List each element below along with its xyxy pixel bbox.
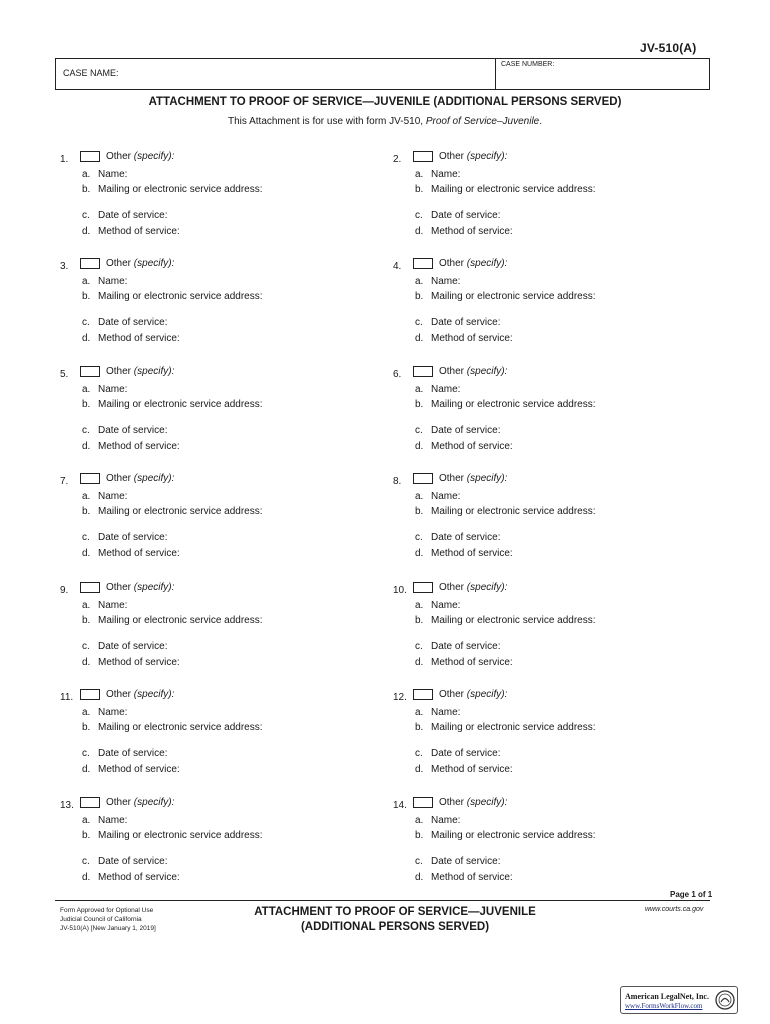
other-checkbox[interactable] bbox=[413, 473, 433, 484]
logo-url-link[interactable]: www.FormsWorkFlow.com bbox=[625, 1002, 703, 1010]
entry-number: 3. bbox=[60, 261, 69, 272]
service-entry bbox=[60, 689, 360, 789]
item-label: Date of service: bbox=[431, 748, 501, 759]
item-letter: a. bbox=[82, 276, 91, 287]
item-letter: c. bbox=[82, 317, 90, 328]
service-entry bbox=[393, 366, 693, 466]
date-of-service-field[interactable] bbox=[415, 425, 500, 436]
entry-number: 10. bbox=[393, 585, 407, 596]
date-of-service-field[interactable] bbox=[82, 425, 167, 436]
case-divider bbox=[495, 59, 496, 89]
item-label: Name: bbox=[98, 815, 128, 826]
item-label: Method of service: bbox=[98, 872, 180, 883]
service-entry bbox=[393, 689, 693, 789]
item-letter: a. bbox=[415, 707, 424, 718]
service-entry bbox=[393, 151, 693, 251]
vendor-logo[interactable] bbox=[620, 986, 738, 1014]
footer-divider bbox=[55, 900, 710, 901]
item-letter: a. bbox=[82, 815, 91, 826]
item-label: Mailing or electronic service address: bbox=[98, 722, 263, 733]
entry-number: 13. bbox=[60, 800, 74, 811]
other-specify-field[interactable] bbox=[106, 473, 174, 484]
other-label: Other bbox=[106, 366, 134, 377]
item-label: Mailing or electronic service address: bbox=[98, 615, 263, 626]
item-letter: a. bbox=[82, 491, 91, 502]
name-field[interactable] bbox=[415, 815, 460, 826]
other-label: Other bbox=[439, 258, 467, 269]
other-specify-field[interactable] bbox=[439, 366, 507, 377]
item-letter: b. bbox=[82, 615, 91, 626]
item-letter: b. bbox=[82, 291, 91, 302]
name-field[interactable] bbox=[82, 707, 127, 718]
entry-number: 2. bbox=[393, 154, 402, 165]
subtitle-form-name: Proof of Service–Juvenile bbox=[425, 116, 540, 127]
date-of-service-field[interactable] bbox=[415, 317, 500, 328]
other-label: Other bbox=[439, 797, 467, 808]
item-letter: b. bbox=[82, 399, 91, 410]
service-entry bbox=[393, 797, 693, 897]
other-checkbox[interactable] bbox=[413, 258, 433, 269]
item-label: Name: bbox=[431, 600, 461, 611]
item-label: Mailing or electronic service address: bbox=[98, 506, 263, 517]
address-field[interactable] bbox=[415, 184, 596, 195]
method-of-service-field[interactable] bbox=[415, 872, 513, 883]
date-of-service-field[interactable] bbox=[82, 748, 167, 759]
item-label: Date of service: bbox=[98, 532, 168, 543]
item-letter: a. bbox=[415, 169, 424, 180]
item-letter: d. bbox=[415, 548, 424, 559]
specify-label: (specify): bbox=[133, 151, 175, 162]
address-field[interactable] bbox=[82, 615, 263, 626]
item-label: Mailing or electronic service address: bbox=[98, 184, 263, 195]
item-letter: a. bbox=[82, 169, 91, 180]
specify-label: (specify): bbox=[133, 366, 175, 377]
other-specify-field[interactable] bbox=[106, 258, 174, 269]
form-id: JV-510(A) bbox=[640, 41, 697, 55]
method-of-service-field[interactable] bbox=[415, 548, 513, 559]
specify-label: (specify): bbox=[466, 797, 508, 808]
date-of-service-field[interactable] bbox=[82, 210, 167, 221]
item-label: Method of service: bbox=[431, 226, 513, 237]
other-checkbox[interactable] bbox=[80, 689, 100, 700]
other-label: Other bbox=[106, 258, 134, 269]
item-label: Name: bbox=[98, 169, 128, 180]
specify-label: (specify): bbox=[133, 258, 175, 269]
item-label: Name: bbox=[431, 707, 461, 718]
other-checkbox[interactable] bbox=[80, 473, 100, 484]
item-label: Mailing or electronic service address: bbox=[431, 506, 596, 517]
method-of-service-field[interactable] bbox=[415, 441, 513, 452]
item-label: Date of service: bbox=[98, 210, 168, 221]
other-checkbox[interactable] bbox=[413, 151, 433, 162]
footer-title-line2: (ADDITIONAL PERSONS SERVED) bbox=[300, 921, 490, 933]
item-label: Mailing or electronic service address: bbox=[98, 291, 263, 302]
service-entry bbox=[393, 258, 693, 358]
item-label: Date of service: bbox=[431, 641, 501, 652]
form-subtitle bbox=[0, 116, 770, 127]
item-letter: c. bbox=[82, 748, 90, 759]
other-checkbox[interactable] bbox=[413, 797, 433, 808]
item-label: Name: bbox=[431, 169, 461, 180]
other-specify-field[interactable] bbox=[106, 689, 174, 700]
item-letter: c. bbox=[82, 641, 90, 652]
other-checkbox[interactable] bbox=[80, 258, 100, 269]
name-field[interactable] bbox=[82, 491, 127, 502]
item-letter: a. bbox=[415, 600, 424, 611]
item-letter: d. bbox=[415, 764, 424, 775]
footer-title-line1: ATTACHMENT TO PROOF OF SERVICE—JUVENILE bbox=[254, 906, 536, 918]
name-field[interactable] bbox=[82, 169, 127, 180]
entry-number: 6. bbox=[393, 369, 402, 380]
item-letter: d. bbox=[415, 441, 424, 452]
other-specify-field[interactable] bbox=[106, 582, 174, 593]
item-label: Method of service: bbox=[98, 226, 180, 237]
date-of-service-field[interactable] bbox=[415, 532, 500, 543]
other-checkbox[interactable] bbox=[80, 151, 100, 162]
other-checkbox[interactable] bbox=[413, 689, 433, 700]
item-label: Mailing or electronic service address: bbox=[431, 722, 596, 733]
item-letter: a. bbox=[82, 707, 91, 718]
item-label: Name: bbox=[98, 491, 128, 502]
item-letter: d. bbox=[82, 226, 91, 237]
other-specify-field[interactable] bbox=[439, 797, 507, 808]
item-letter: b. bbox=[415, 722, 424, 733]
method-of-service-field[interactable] bbox=[415, 764, 513, 775]
entry-number: 12. bbox=[393, 692, 407, 703]
specify-label: (specify): bbox=[133, 473, 175, 484]
item-letter: d. bbox=[82, 657, 91, 668]
footer-line-revision: JV-510(A) [New January 1, 2019] bbox=[60, 925, 156, 932]
subtitle-prefix: This Attachment is for use with form JV-510, bbox=[227, 116, 426, 127]
item-label: Date of service: bbox=[431, 317, 501, 328]
item-letter: c. bbox=[415, 425, 423, 436]
specify-label: (specify): bbox=[466, 582, 508, 593]
form-title: ATTACHMENT TO PROOF OF SERVICE—JUVENILE (ADDITIONAL PERSONS SERVED) bbox=[148, 96, 622, 108]
address-field[interactable] bbox=[415, 399, 596, 410]
method-of-service-field[interactable] bbox=[82, 548, 180, 559]
item-label: Method of service: bbox=[431, 657, 513, 668]
date-of-service-field[interactable] bbox=[415, 210, 500, 221]
item-letter: d. bbox=[82, 764, 91, 775]
address-field[interactable] bbox=[82, 506, 263, 517]
item-letter: c. bbox=[415, 641, 423, 652]
item-label: Method of service: bbox=[98, 333, 180, 344]
service-entry bbox=[60, 366, 360, 466]
item-label: Name: bbox=[98, 276, 128, 287]
seal-icon bbox=[715, 990, 735, 1010]
name-field[interactable] bbox=[415, 491, 460, 502]
specify-label: (specify): bbox=[133, 582, 175, 593]
name-field[interactable] bbox=[415, 707, 460, 718]
date-of-service-field[interactable] bbox=[415, 748, 500, 759]
other-specify-field[interactable] bbox=[439, 151, 507, 162]
item-letter: c. bbox=[82, 425, 90, 436]
method-of-service-field[interactable] bbox=[82, 226, 180, 237]
other-specify-field[interactable] bbox=[106, 151, 174, 162]
item-letter: c. bbox=[82, 856, 90, 867]
page-number: Page 1 of 1 bbox=[670, 890, 713, 899]
date-of-service-field[interactable] bbox=[415, 856, 500, 867]
address-field[interactable] bbox=[82, 830, 263, 841]
other-specify-field[interactable] bbox=[439, 582, 507, 593]
other-label: Other bbox=[106, 797, 134, 808]
specify-label: (specify): bbox=[133, 689, 175, 700]
service-entry bbox=[393, 582, 693, 682]
other-specify-field[interactable] bbox=[439, 473, 507, 484]
item-letter: a. bbox=[415, 815, 424, 826]
item-label: Date of service: bbox=[98, 748, 168, 759]
footer-line-council: Judicial Council of California bbox=[60, 916, 142, 923]
footer-title bbox=[200, 905, 590, 935]
name-field[interactable] bbox=[415, 384, 460, 395]
method-of-service-field[interactable] bbox=[415, 657, 513, 668]
item-label: Date of service: bbox=[98, 641, 168, 652]
item-letter: d. bbox=[82, 441, 91, 452]
item-letter: b. bbox=[82, 830, 91, 841]
item-letter: a. bbox=[415, 491, 424, 502]
item-letter: b. bbox=[415, 830, 424, 841]
other-label: Other bbox=[439, 689, 467, 700]
date-of-service-field[interactable] bbox=[82, 641, 167, 652]
other-specify-field[interactable] bbox=[106, 366, 174, 377]
item-letter: b. bbox=[415, 399, 424, 410]
method-of-service-field[interactable] bbox=[82, 764, 180, 775]
item-label: Mailing or electronic service address: bbox=[98, 830, 263, 841]
address-field[interactable] bbox=[415, 722, 596, 733]
item-letter: c. bbox=[82, 532, 90, 543]
specify-label: (specify): bbox=[466, 258, 508, 269]
service-entry bbox=[60, 151, 360, 251]
item-label: Mailing or electronic service address: bbox=[98, 399, 263, 410]
case-name-field[interactable]: CASE NAME: bbox=[63, 68, 119, 78]
date-of-service-field[interactable] bbox=[82, 856, 167, 867]
item-label: Name: bbox=[431, 276, 461, 287]
item-label: Date of service: bbox=[98, 856, 168, 867]
method-of-service-field[interactable] bbox=[82, 333, 180, 344]
item-label: Mailing or electronic service address: bbox=[431, 399, 596, 410]
item-letter: b. bbox=[415, 615, 424, 626]
item-label: Method of service: bbox=[98, 657, 180, 668]
date-of-service-field[interactable] bbox=[415, 641, 500, 652]
item-letter: d. bbox=[415, 226, 424, 237]
other-checkbox[interactable] bbox=[80, 582, 100, 593]
specify-label: (specify): bbox=[466, 151, 508, 162]
entry-number: 14. bbox=[393, 800, 407, 811]
item-label: Date of service: bbox=[431, 532, 501, 543]
other-label: Other bbox=[439, 582, 467, 593]
footer-line-approval: Form Approved for Optional Use bbox=[60, 907, 154, 914]
item-letter: b. bbox=[82, 184, 91, 195]
other-label: Other bbox=[439, 473, 467, 484]
date-of-service-field[interactable] bbox=[82, 532, 167, 543]
specify-label: (specify): bbox=[466, 473, 508, 484]
method-of-service-field[interactable] bbox=[415, 333, 513, 344]
entry-number: 1. bbox=[60, 154, 69, 165]
entry-number: 5. bbox=[60, 369, 69, 380]
method-of-service-field[interactable] bbox=[82, 872, 180, 883]
item-label: Method of service: bbox=[431, 333, 513, 344]
other-specify-field[interactable] bbox=[439, 258, 507, 269]
service-entry bbox=[60, 582, 360, 682]
item-label: Method of service: bbox=[431, 548, 513, 559]
address-field[interactable] bbox=[82, 291, 263, 302]
address-field[interactable] bbox=[415, 615, 596, 626]
name-field[interactable] bbox=[82, 815, 127, 826]
item-label: Name: bbox=[431, 384, 461, 395]
method-of-service-field[interactable] bbox=[82, 441, 180, 452]
footer-form-info bbox=[60, 906, 156, 933]
item-letter: d. bbox=[82, 548, 91, 559]
other-specify-field[interactable] bbox=[106, 797, 174, 808]
logo-company-name: American LegalNet, Inc. bbox=[625, 992, 709, 1001]
entry-number: 7. bbox=[60, 476, 69, 487]
item-label: Name: bbox=[98, 707, 128, 718]
item-label: Mailing or electronic service address: bbox=[431, 830, 596, 841]
service-entry bbox=[393, 473, 693, 573]
name-field[interactable] bbox=[82, 384, 127, 395]
item-letter: c. bbox=[82, 210, 90, 221]
item-letter: a. bbox=[82, 384, 91, 395]
item-label: Mailing or electronic service address: bbox=[431, 184, 596, 195]
item-letter: b. bbox=[82, 506, 91, 517]
method-of-service-field[interactable] bbox=[415, 226, 513, 237]
address-field[interactable] bbox=[415, 506, 596, 517]
item-letter: d. bbox=[82, 333, 91, 344]
item-letter: c. bbox=[415, 856, 423, 867]
address-field[interactable] bbox=[82, 722, 263, 733]
item-label: Name: bbox=[98, 600, 128, 611]
item-label: Method of service: bbox=[431, 441, 513, 452]
item-label: Date of service: bbox=[431, 425, 501, 436]
service-entry bbox=[60, 797, 360, 897]
item-label: Method of service: bbox=[98, 764, 180, 775]
item-letter: a. bbox=[415, 276, 424, 287]
item-label: Date of service: bbox=[431, 210, 501, 221]
item-letter: c. bbox=[415, 748, 423, 759]
item-label: Method of service: bbox=[98, 441, 180, 452]
item-letter: a. bbox=[82, 600, 91, 611]
item-label: Method of service: bbox=[431, 872, 513, 883]
item-letter: c. bbox=[415, 317, 423, 328]
item-label: Name: bbox=[431, 815, 461, 826]
address-field[interactable] bbox=[415, 830, 596, 841]
entry-number: 11. bbox=[60, 692, 74, 703]
item-letter: d. bbox=[415, 333, 424, 344]
item-letter: b. bbox=[415, 184, 424, 195]
entry-number: 4. bbox=[393, 261, 402, 272]
name-field[interactable] bbox=[82, 600, 127, 611]
item-letter: d. bbox=[82, 872, 91, 883]
specify-label: (specify): bbox=[466, 689, 508, 700]
other-label: Other bbox=[106, 473, 134, 484]
item-letter: d. bbox=[415, 657, 424, 668]
item-label: Method of service: bbox=[98, 548, 180, 559]
case-header-box bbox=[55, 58, 710, 90]
item-letter: b. bbox=[415, 506, 424, 517]
name-field[interactable] bbox=[82, 276, 127, 287]
item-label: Mailing or electronic service address: bbox=[431, 615, 596, 626]
entry-number: 8. bbox=[393, 476, 402, 487]
item-letter: b. bbox=[82, 722, 91, 733]
item-label: Date of service: bbox=[431, 856, 501, 867]
item-label: Date of service: bbox=[98, 425, 168, 436]
other-label: Other bbox=[106, 151, 134, 162]
item-letter: c. bbox=[415, 210, 423, 221]
footer-website[interactable]: www.courts.ca.gov bbox=[645, 906, 704, 913]
item-label: Name: bbox=[98, 384, 128, 395]
other-checkbox[interactable] bbox=[80, 366, 100, 377]
name-field[interactable] bbox=[415, 276, 460, 287]
item-label: Method of service: bbox=[431, 764, 513, 775]
service-entry bbox=[60, 473, 360, 573]
item-letter: b. bbox=[415, 291, 424, 302]
other-checkbox[interactable] bbox=[413, 366, 433, 377]
address-field[interactable] bbox=[415, 291, 596, 302]
item-label: Date of service: bbox=[98, 317, 168, 328]
entry-number: 9. bbox=[60, 585, 69, 596]
other-specify-field[interactable] bbox=[439, 689, 507, 700]
date-of-service-field[interactable] bbox=[82, 317, 167, 328]
address-field[interactable] bbox=[82, 399, 263, 410]
item-label: Mailing or electronic service address: bbox=[431, 291, 596, 302]
address-field[interactable] bbox=[82, 184, 263, 195]
case-number-field[interactable]: CASE NUMBER: bbox=[501, 61, 555, 68]
specify-label: (specify): bbox=[466, 366, 508, 377]
item-letter: a. bbox=[415, 384, 424, 395]
name-field[interactable] bbox=[415, 600, 460, 611]
other-checkbox[interactable] bbox=[80, 797, 100, 808]
other-label: Other bbox=[439, 151, 467, 162]
service-entry bbox=[60, 258, 360, 358]
item-letter: c. bbox=[415, 532, 423, 543]
item-letter: d. bbox=[415, 872, 424, 883]
other-checkbox[interactable] bbox=[413, 582, 433, 593]
other-label: Other bbox=[439, 366, 467, 377]
other-label: Other bbox=[106, 582, 134, 593]
subtitle-suffix: . bbox=[539, 116, 543, 127]
specify-label: (specify): bbox=[133, 797, 175, 808]
name-field[interactable] bbox=[415, 169, 460, 180]
item-label: Name: bbox=[431, 491, 461, 502]
method-of-service-field[interactable] bbox=[82, 657, 180, 668]
other-label: Other bbox=[106, 689, 134, 700]
